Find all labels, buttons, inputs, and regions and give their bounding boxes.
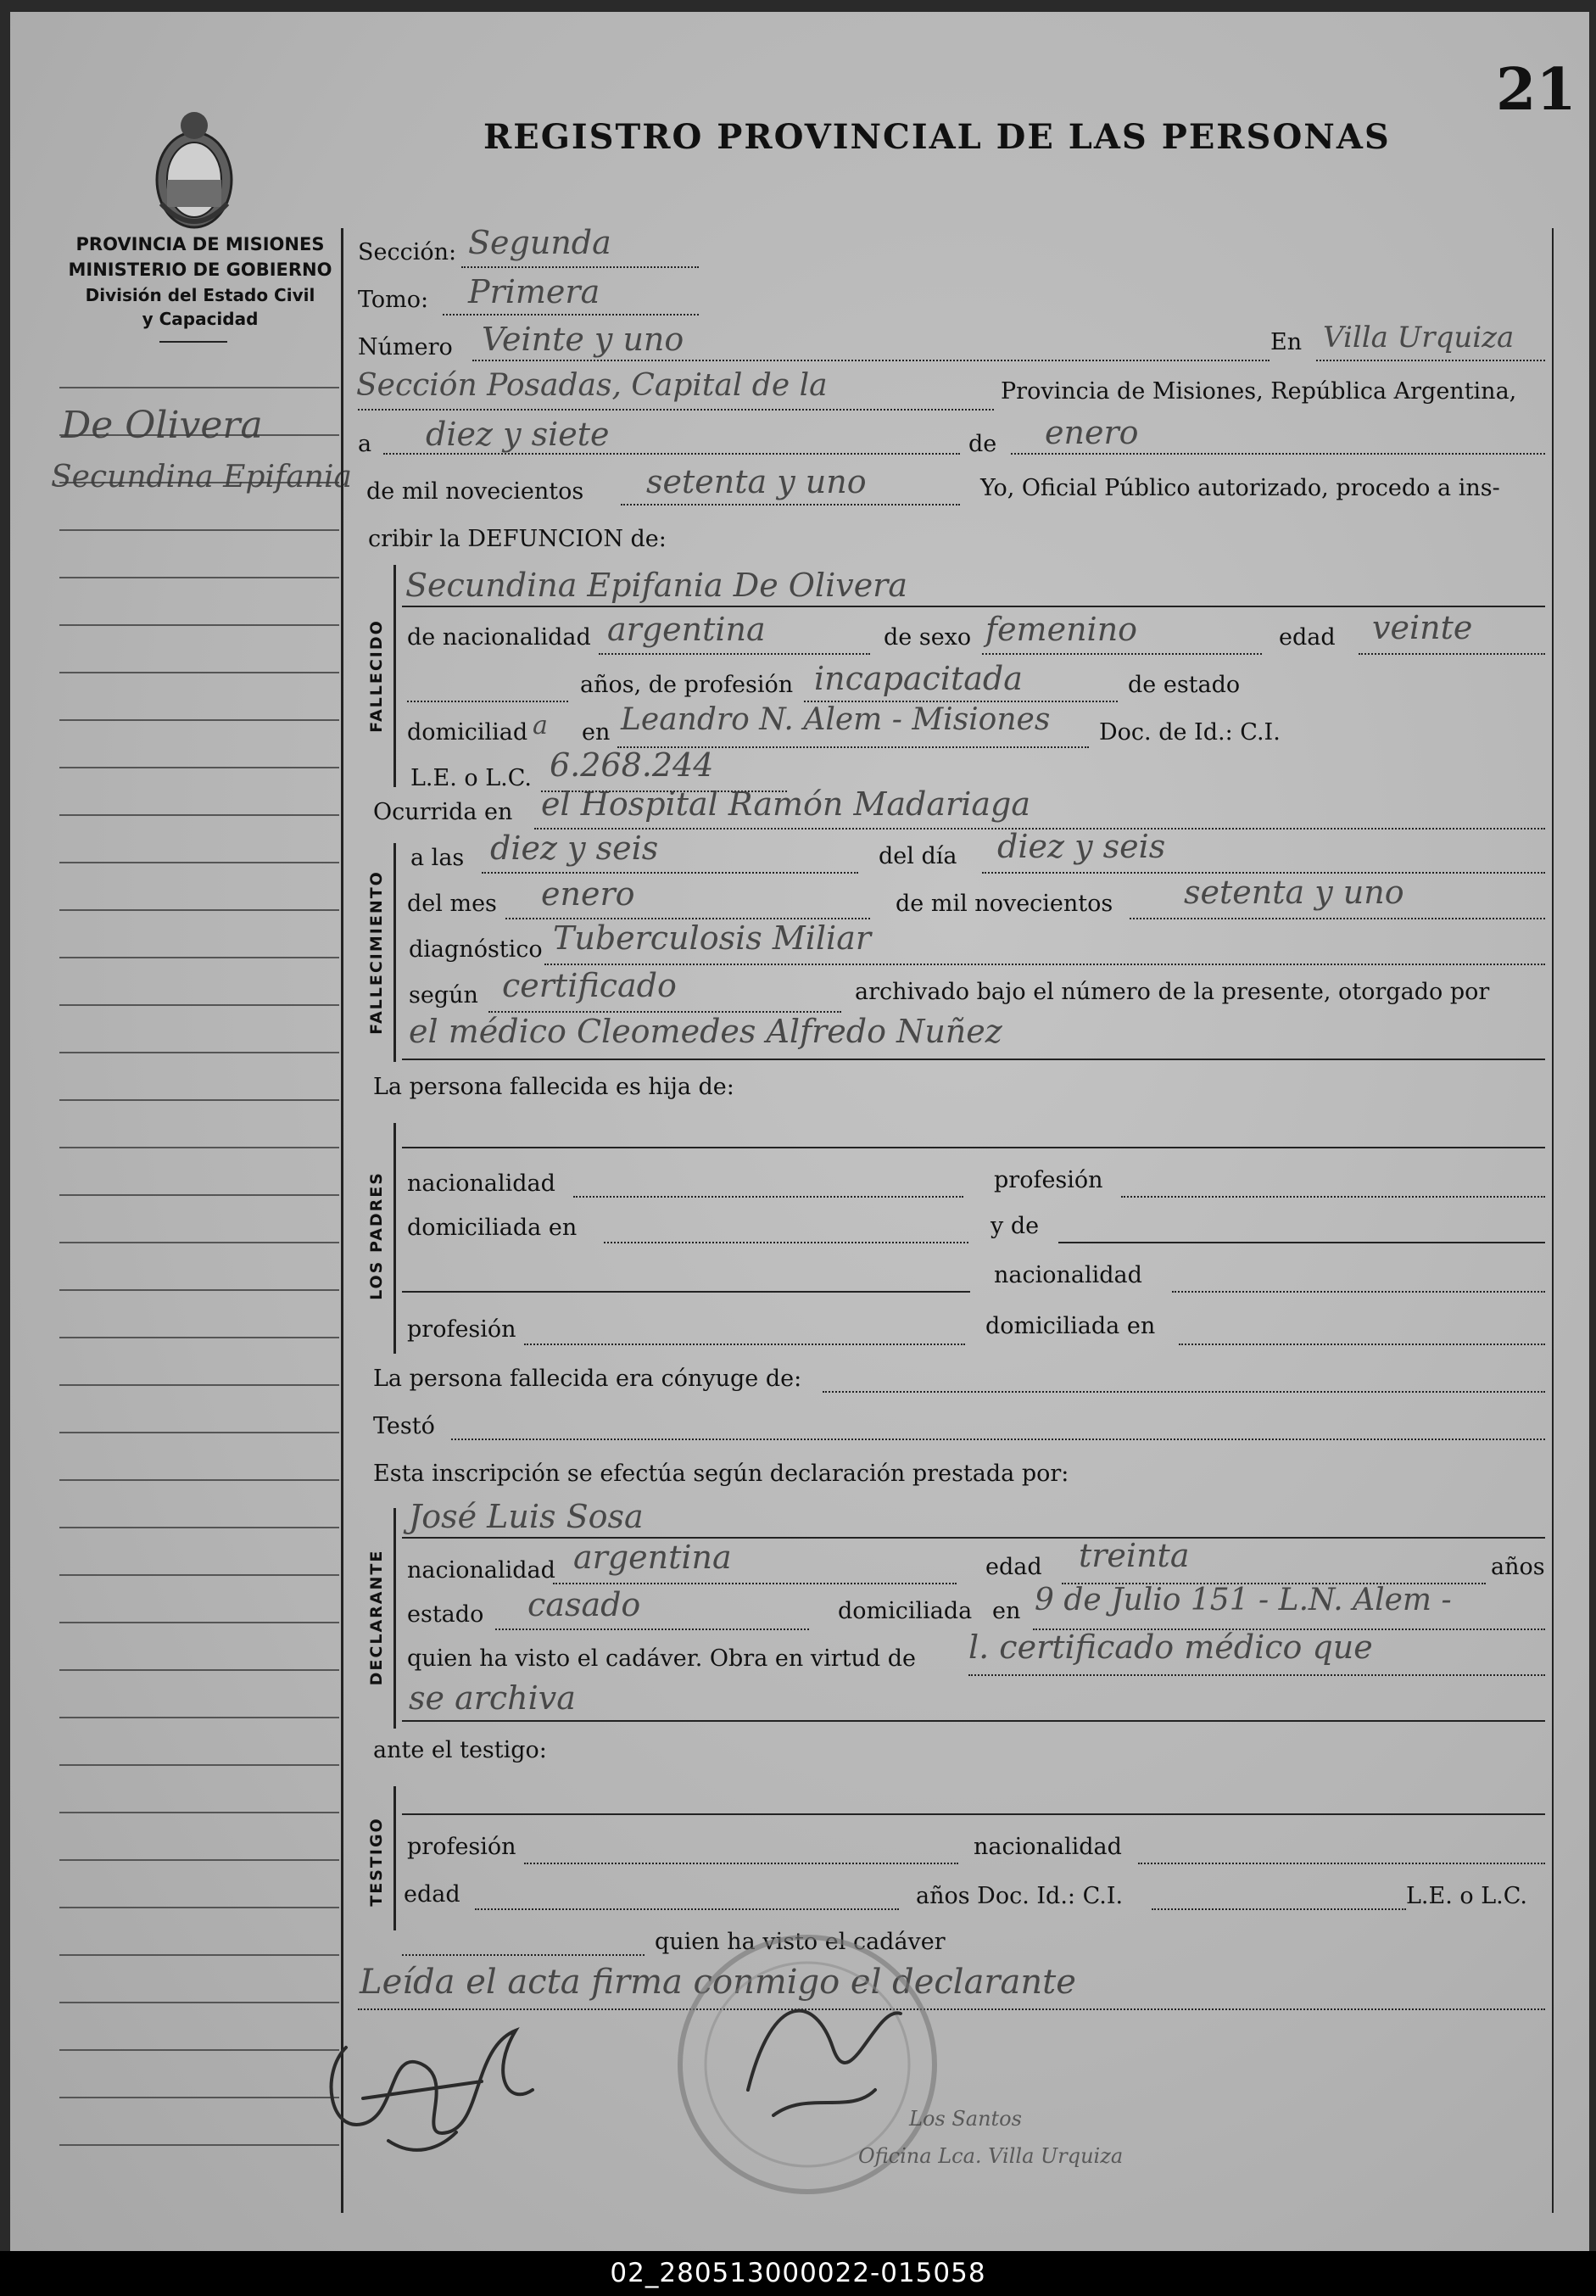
conyuge-label: La persona fallecida era cónyuge de:: [373, 1366, 802, 1392]
margin-rule: [59, 1052, 339, 1053]
testigo-ci-line: [1152, 1908, 1406, 1910]
de-line: [1011, 453, 1545, 455]
testigo-le-label: L.E. o L.C.: [1406, 1883, 1528, 1909]
a-value: diez y siete: [426, 416, 610, 453]
document-page: [10, 12, 1589, 2251]
medico-line: [402, 1059, 1545, 1060]
de-label: de: [968, 431, 997, 457]
nacionalidad-label: de nacionalidad: [407, 624, 591, 651]
margin-rule: [59, 1669, 339, 1671]
margin-rule: [59, 1384, 339, 1386]
padres-bracket: [393, 1123, 396, 1354]
segun-label: según: [409, 982, 478, 1008]
leida-value: Leída el acta firma conmigo el declarante: [360, 1963, 1076, 2002]
declarante-estado-line: [495, 1628, 809, 1630]
margin-rule: [59, 1337, 339, 1338]
domiciliad-suffix: a: [533, 711, 548, 740]
madre-nombre-line: [1058, 1242, 1545, 1243]
seccion-line: [461, 266, 699, 268]
tomo-value: Primera: [468, 273, 600, 310]
margin-rule: [59, 387, 339, 388]
del-dia-label: del día: [879, 843, 957, 869]
stamp-line-1: Los Santos: [909, 2107, 1022, 2131]
seccion-line-value: Sección Posadas, Capital de la: [356, 368, 828, 403]
declarante-anos-label: años: [1491, 1554, 1545, 1580]
obra-line-2: [402, 1720, 1545, 1722]
margin-rule: [59, 2049, 339, 2051]
stamp-line-2: Oficina Lca. Villa Urquiza: [858, 2144, 1124, 2168]
margin-rule: [59, 957, 339, 958]
obra-line: [968, 1674, 1545, 1676]
de-mil-line-2: [621, 504, 960, 506]
segun-value: certificado: [502, 967, 677, 1004]
testigo-nacionalidad-label: nacionalidad: [974, 1834, 1122, 1860]
padre-nacionalidad-label: nacionalidad: [407, 1170, 555, 1197]
declarante-nacionalidad-label: nacionalidad: [407, 1557, 555, 1584]
padre-domicilio-line: [604, 1242, 968, 1243]
fallecido-section-label: FALLECIDO: [367, 619, 386, 733]
margin-rule: [59, 1242, 339, 1243]
en-value: Villa Urquiza: [1323, 321, 1515, 355]
de-mil-label: de mil novecientos: [366, 478, 584, 505]
seccion-line-2: [358, 409, 994, 411]
declarante-section-label: DECLARANTE: [367, 1549, 386, 1686]
medico-value: el médico Cleomedes Alfredo Nuñez: [409, 1013, 1002, 1050]
sexo-label: de sexo: [884, 624, 972, 651]
en-line: [1316, 360, 1545, 361]
obra-value-2: se archiva: [409, 1679, 576, 1717]
declarante-edad-label: edad: [985, 1554, 1042, 1580]
fallecimiento-section-label: FALLECIMIENTO: [367, 870, 386, 1035]
quien-visto-label: quien ha visto el cadáver. Obra en virtud de: [407, 1645, 917, 1672]
de-mil-value: setenta y uno: [646, 463, 867, 500]
edad-line: [1359, 653, 1545, 655]
coat-of-arms-icon: [144, 103, 244, 239]
margin-rule: [59, 1479, 339, 1481]
margin-rule: [59, 1289, 339, 1291]
le-lc-label: L.E. o L.C.: [410, 765, 533, 791]
a-las-line: [482, 872, 858, 874]
edad-label: edad: [1279, 624, 1336, 651]
margin-rule: [59, 1194, 339, 1196]
fallecimiento-bracket: [393, 843, 396, 1062]
del-mes-value: enero: [541, 875, 635, 913]
margin-rule: [59, 1099, 339, 1101]
declarante-signature: [312, 1997, 566, 2166]
margin-rule: [59, 577, 339, 578]
margin-rule: [59, 1764, 339, 1766]
margin-divider: [341, 228, 343, 2213]
de-mil-2-value: setenta y uno: [1184, 874, 1404, 911]
document-title: REGISTRO PROVINCIAL DE LAS PERSONAS: [483, 117, 1391, 157]
testigo-doc-label: años Doc. Id.: C.I.: [916, 1883, 1124, 1909]
domiciliad-label: domiciliad: [407, 719, 528, 746]
declaracion-label: Esta inscripción se efectúa según declaración prestada por:: [373, 1461, 1069, 1487]
diagnostico-label: diagnóstico: [409, 936, 543, 963]
declarante-nombre-value: José Luis Sosa: [409, 1498, 644, 1535]
madre-profesion-line: [524, 1344, 965, 1345]
padre-nacionalidad-line: [573, 1196, 963, 1198]
declarante-nacionalidad-line-2: [553, 1583, 957, 1584]
margin-rule: [59, 529, 339, 531]
a-las-label: a las: [410, 845, 465, 871]
doc-id-label: Doc. de Id.: C.I.: [1099, 719, 1281, 746]
testo-label: Testó: [373, 1413, 435, 1439]
fallecido-bracket: [393, 565, 396, 787]
sexo-line: [982, 653, 1262, 655]
tomo-label: Tomo:: [358, 287, 429, 313]
margin-rule: [59, 1907, 339, 1908]
margin-rule: [59, 767, 339, 768]
diagnostico-line: [544, 964, 1545, 965]
madre-domicilio-label: domiciliada en: [985, 1313, 1156, 1339]
declarante-edad-value: treinta: [1079, 1537, 1190, 1574]
declarante-nacionalidad-value: argentina: [573, 1539, 732, 1576]
madre-nacionalidad-label: nacionalidad: [994, 1262, 1142, 1288]
hija-de-label: La persona fallecida es hija de:: [373, 1074, 734, 1100]
declarante-domiciliada-label: domiciliada: [838, 1598, 973, 1624]
oficial-label: Yo, Oficial Público autorizado, procedo a ins-: [980, 475, 1500, 501]
declarante-domicilio-value: 9 de Julio 151 - L.N. Alem -: [1035, 1583, 1452, 1617]
page-number: 21: [1496, 56, 1576, 124]
margin-rule: [59, 1004, 339, 1006]
nombre-line: [402, 606, 1545, 607]
en-label: En: [1270, 329, 1303, 355]
domicilio-value: Leandro N. Alem - Misiones: [621, 702, 1051, 737]
testigo-quien-line: [402, 1954, 645, 1956]
margin-rule: [59, 1812, 339, 1813]
testigo-edad-label: edad: [404, 1881, 460, 1908]
quien-cadaver-label: quien ha visto el cadáver: [655, 1929, 946, 1955]
edad-value: veinte: [1372, 609, 1473, 646]
tomo-line: [443, 314, 699, 316]
profesion-label: años, de profesión: [580, 672, 794, 698]
a-line: [383, 453, 960, 455]
inscribir-label: cribir la DEFUNCION de:: [368, 526, 667, 552]
testigo-bracket: [393, 1786, 396, 1930]
seccion-label: Sección:: [358, 239, 457, 265]
margin-rule: [59, 1622, 339, 1623]
testigo-profesion-line: [524, 1863, 958, 1864]
margin-note-line-2: Secundina Epifania: [51, 460, 352, 494]
a-las-value: diez y seis: [490, 830, 659, 867]
header-underline: [159, 341, 227, 343]
diagnostico-value: Tuberculosis Miliar: [553, 919, 872, 957]
declarante-estado-label: estado: [407, 1601, 484, 1628]
right-border: [1552, 228, 1554, 2213]
padre-profesion-label: profesión: [994, 1167, 1103, 1193]
margin-rule: [59, 1147, 339, 1148]
del-mes-label: del mes: [407, 891, 497, 917]
seccion-value: Segunda: [468, 224, 611, 261]
madre-domicilio-line: [1179, 1344, 1545, 1345]
province-header: PROVINCIA DE MISIONES: [75, 234, 325, 254]
le-lc-value: 6.268.244: [550, 746, 714, 784]
ministry-header: MINISTERIO DE GOBIERNO: [68, 260, 332, 280]
margin-rule: [59, 2097, 339, 2098]
madre-nacionalidad-line: [1172, 1291, 1545, 1293]
nombre-value: Secundina Epifania De Olivera: [405, 567, 908, 604]
testigo-profesion-label: profesión: [407, 1834, 516, 1860]
testigo-nacionalidad-line: [1138, 1863, 1545, 1864]
obra-value: l. certificado médico que: [968, 1628, 1373, 1666]
ocurrida-value: el Hospital Ramón Madariaga: [541, 785, 1030, 823]
margin-rule: [59, 1717, 339, 1718]
estado-label: de estado: [1128, 672, 1241, 698]
padre-domicilio-label: domiciliada en: [407, 1215, 578, 1241]
ante-testigo-label: ante el testigo:: [373, 1737, 547, 1763]
margin-rule: [59, 862, 339, 863]
margin-rule: [59, 909, 339, 911]
madre-profesion-label: profesión: [407, 1316, 516, 1343]
provincia-label: Provincia de Misiones, República Argentina,: [1001, 378, 1517, 405]
declarante-bracket: [393, 1508, 396, 1729]
nacionalidad-line: [599, 653, 870, 655]
margin-rule: [59, 2144, 339, 2146]
numero-value: Veinte y uno: [482, 321, 684, 358]
testigo-nombre-line: [402, 1813, 1545, 1815]
numero-label: Número: [358, 334, 453, 360]
margin-rule: [59, 719, 339, 721]
domicilio-en-label: en: [582, 719, 611, 746]
a-label: a: [358, 431, 372, 457]
edad-cont-line: [407, 701, 568, 702]
de-mil-2-label: de mil novecientos: [896, 891, 1113, 917]
division-header-1: División del Estado Civil: [85, 285, 315, 305]
margin-rule: [59, 1574, 339, 1576]
declarante-estado-value: casado: [527, 1586, 641, 1623]
declarante-en-label: en: [992, 1598, 1021, 1624]
margin-rule: [59, 814, 339, 816]
margin-rule: [59, 1527, 339, 1528]
de-month-value: enero: [1045, 414, 1139, 451]
sexo-value: femenino: [985, 611, 1138, 648]
image-id-footer: 02_280513000022-015058: [0, 2251, 1596, 2296]
margin-rule: [59, 672, 339, 673]
numero-line: [472, 360, 1270, 361]
testigo-edad-line: [475, 1908, 899, 1910]
padres-section-label: LOS PADRES: [367, 1171, 386, 1300]
de-mil-2-line: [1130, 918, 1545, 919]
margin-rule: [59, 1954, 339, 1956]
padre-profesion-line: [1121, 1196, 1545, 1198]
margin-rule: [59, 624, 339, 626]
archivado-label: archivado bajo el número de la presente, otorgado por: [855, 979, 1490, 1005]
y-de-label: y de: [991, 1213, 1040, 1239]
margin-rule: [59, 1432, 339, 1433]
testigo-section-label: TESTIGO: [367, 1817, 386, 1907]
margin-rule: [59, 2002, 339, 2003]
testo-line: [451, 1438, 1545, 1440]
del-dia-value: diez y seis: [997, 828, 1166, 865]
profesion-value: incapacitada: [814, 660, 1023, 697]
padre-extra-line: [402, 1291, 970, 1293]
nacionalidad-value: argentina: [607, 611, 766, 648]
padre-nombre-line: [402, 1147, 1545, 1148]
conyuge-line: [823, 1391, 1545, 1393]
ocurrida-label: Ocurrida en: [373, 799, 513, 825]
margin-rule: [59, 1859, 339, 1861]
division-header-2: y Capacidad: [142, 309, 259, 329]
margin-note-line-1: De Olivera: [61, 404, 263, 447]
